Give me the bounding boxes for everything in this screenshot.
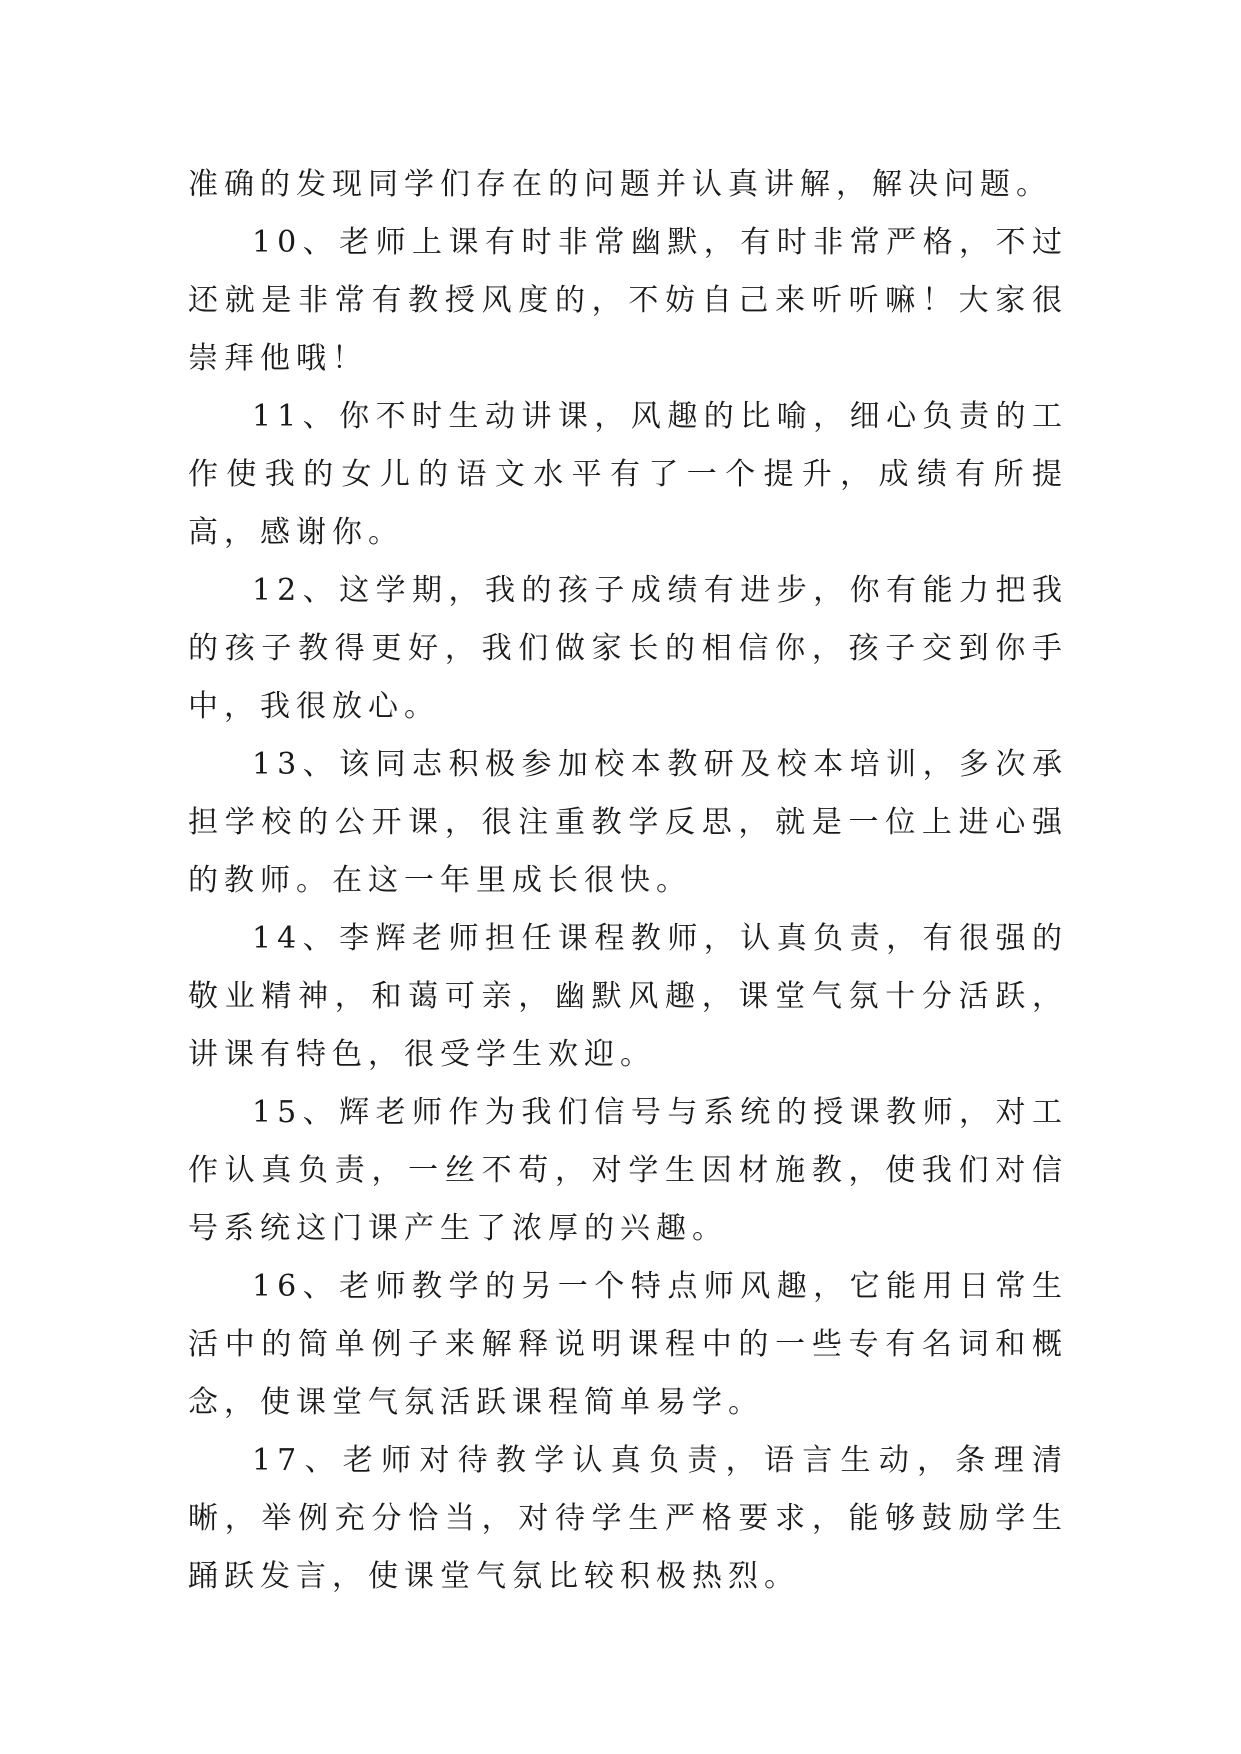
document-body: [188, 156, 1068, 1606]
paragraph-17: 17、老师对待教学认真负责，语言生动，条理清晰，举例充分恰当，对待学生严格要求，能够鼓励学生踊跃发言，使课堂气氛比较积极热烈。: [188, 1443, 1068, 1594]
paragraph-10: 10、老师上课有时非常幽默，有时非常严格，不过还就是非常有教授风度的，不妨自己来听听嘛！大家很崇拜他哦！: [188, 225, 1068, 376]
paragraph-15: 15、辉老师作为我们信号与系统的授课教师，对工作认真负责，一丝不苟，对学生因材施教，使我们对信号系统这门课产生了浓厚的兴趣。: [188, 1095, 1068, 1246]
paragraph-13: 13、该同志积极参加校本教研及校本培训，多次承担学校的公开课，很注重教学反思，就是一位上进心强的教师。在这一年里成长很快。: [188, 747, 1068, 898]
paragraph-11: 11、你不时生动讲课，风趣的比喻，细心负责的工作使我的女儿的语文水平有了一个提升，成绩有所提高，感谢你。: [188, 399, 1068, 550]
paragraph-continuation: 准确的发现同学们存在的问题并认真讲解，解决问题。: [188, 167, 1052, 202]
paragraph-14: 14、李辉老师担任课程教师，认真负责，有很强的敬业精神，和蔼可亲，幽默风趣，课堂气氛十分活跃，讲课有特色，很受学生欢迎。: [188, 921, 1068, 1072]
paragraph-16: 16、老师教学的另一个特点师风趣，它能用日常生活中的简单例子来解释说明课程中的一些专有名词和概念，使课堂气氛活跃课程简单易学。: [188, 1269, 1068, 1420]
paragraph-12: 12、这学期，我的孩子成绩有进步，你有能力把我的孩子教得更好，我们做家长的相信你，孩子交到你手中，我很放心。: [188, 573, 1068, 724]
